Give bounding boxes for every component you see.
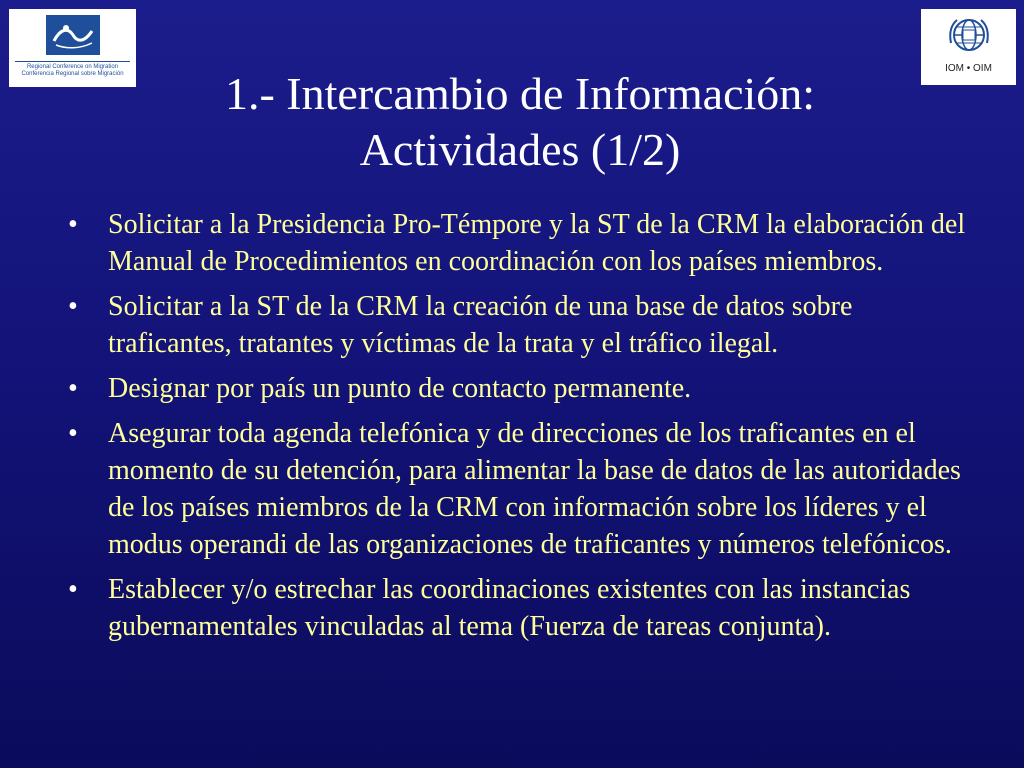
regional-conference-logo bbox=[9, 9, 136, 87]
iom-globe-logo-icon bbox=[945, 15, 993, 59]
bullet-icon: • bbox=[68, 574, 78, 605]
logo-divider bbox=[15, 61, 130, 62]
list-item-text: Establecer y/o estrechar las coordinaciones existentes con las instancias gubernamentales vinculadas al tema (Fuerza de tareas conjunta). bbox=[108, 574, 911, 642]
list-item bbox=[68, 370, 968, 407]
list-item bbox=[68, 288, 968, 362]
list-item bbox=[68, 206, 968, 280]
list-item bbox=[68, 415, 968, 563]
slide-title bbox=[140, 66, 900, 178]
slide-title-line2: Actividades (1/2) bbox=[359, 124, 681, 175]
bullet-icon: • bbox=[68, 418, 78, 449]
list-item-text: Solicitar a la ST de la CRM la creación de una base de datos sobre traficantes, tratantes y víctimas de la trata y el tráfico ilegal. bbox=[108, 291, 853, 359]
logo-caption-en: Regional Conference on Migration bbox=[26, 64, 119, 70]
regional-conference-logo-icon bbox=[46, 15, 100, 55]
slide-title-line1: 1.- Intercambio de Información: bbox=[224, 68, 816, 119]
bullet-icon: • bbox=[68, 373, 78, 404]
list-item-text: Designar por país un punto de contacto permanente. bbox=[108, 373, 692, 404]
logo-caption-es: Conferencia Regional sobre Migración bbox=[21, 71, 124, 77]
bullet-icon: • bbox=[68, 291, 78, 322]
list-item-text: Solicitar a la Presidencia Pro-Témpore y la ST de la CRM la elaboración del Manual de Procedimientos en coordinación con los países miembros. bbox=[108, 209, 966, 277]
iom-logo-caption: IOM • OIM bbox=[945, 63, 992, 74]
activities-list bbox=[68, 206, 968, 653]
iom-logo bbox=[921, 9, 1016, 85]
list-item bbox=[68, 571, 968, 645]
bullet-icon: • bbox=[68, 209, 78, 240]
list-item-text: Asegurar toda agenda telefónica y de direcciones de los traficantes en el momento de su detención, para alimentar la base de datos de las autoridades de los países miembros de la CRM con información sobre los líderes y el modus operandi de las organizaciones de traficantes y números telefónicos. bbox=[108, 418, 961, 560]
